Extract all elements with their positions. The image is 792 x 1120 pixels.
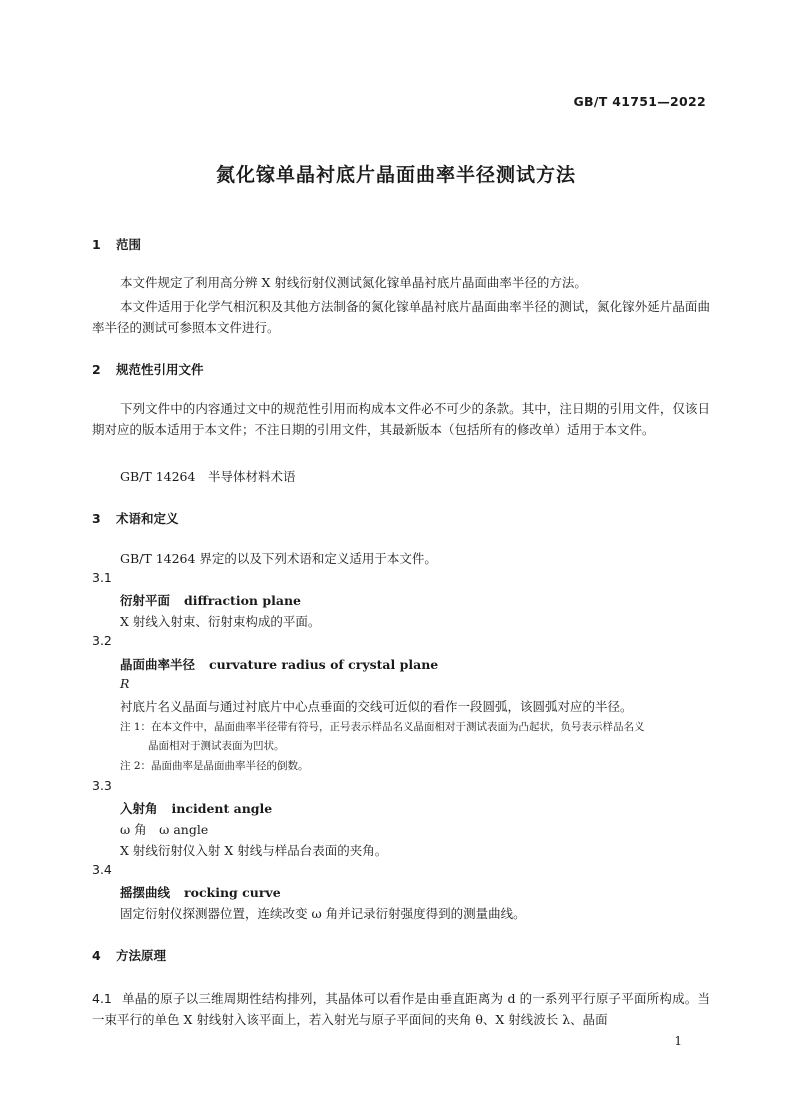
term-en: incident angle bbox=[171, 801, 273, 816]
section-2-heading bbox=[92, 360, 204, 378]
section-number: 4 bbox=[92, 948, 101, 963]
section-4-1-paragraph bbox=[92, 988, 710, 1030]
clause-text: 单晶的原子以三维周期性结构排列，其晶体可以看作是由垂直距离为 d 的一系列平行原子平面所构成。当一束平行的单色 X 射线射入该平面上，若入射光与原子平面间的夹角 θ、X 射线波长 λ、晶面 bbox=[92, 991, 710, 1027]
section-4-heading bbox=[92, 946, 166, 964]
section-1-paragraph-2: 本文件适用于化学气相沉积及其他方法制备的氮化镓单晶衬底片晶面曲率半径的测试，氮化镓外延片晶面曲率半径的测试可参照本文件进行。 bbox=[92, 299, 710, 335]
term-3-2-title bbox=[120, 655, 438, 673]
term-zh: 晶面曲率半径 bbox=[120, 657, 196, 672]
document-title: 氮化镓单晶衬底片晶面曲率半径测试方法 bbox=[215, 164, 576, 186]
term-3-3-title bbox=[120, 799, 272, 817]
term-3-2-symbol: R bbox=[120, 676, 130, 691]
term-en: rocking curve bbox=[184, 885, 281, 900]
term-3-2-note-2: 注 2：晶面曲率是晶面曲率半径的倒数。 bbox=[120, 760, 309, 772]
term-3-2-note-1: 注 1：在本文件中，晶面曲率半径带有符号，正号表示样品名义晶面相对于测试表面为凸起状，负号表示样品名义 bbox=[120, 721, 645, 733]
term-en: curvature radius of crystal plane bbox=[209, 657, 439, 672]
term-3-2-number: 3.2 bbox=[92, 633, 112, 648]
clause-number: 4.1 bbox=[92, 991, 112, 1006]
section-title: 术语和定义 bbox=[116, 511, 179, 526]
term-en: diffraction plane bbox=[184, 593, 301, 608]
term-zh: 摇摆曲线 bbox=[120, 885, 171, 900]
standard-number: GB/T 41751—2022 bbox=[573, 94, 706, 109]
term-3-2-definition: 衬底片名义晶面与通过衬底片中心点垂面的交线可近似的看作一段圆弧，该圆弧对应的半径。 bbox=[120, 699, 633, 714]
term-3-4-number: 3.4 bbox=[92, 862, 112, 877]
page-number: 1 bbox=[674, 1034, 682, 1048]
normative-reference: GB/T 14264 半导体材料术语 bbox=[120, 469, 296, 484]
term-zh: 入射角 bbox=[120, 801, 158, 816]
section-3-heading bbox=[92, 509, 179, 527]
section-title: 规范性引用文件 bbox=[116, 362, 204, 377]
section-2-paragraph-1: 下列文件中的内容通过文中的规范性引用而构成本文件必不可少的条款。其中，注日期的引用文件，仅该日期对应的版本适用于本文件；不注日期的引用文件，其最新版本（包括所有的修改单）适用于本文件。 bbox=[92, 401, 710, 437]
term-3-3-definition: X 射线衍射仪入射 X 射线与样品台表面的夹角。 bbox=[120, 843, 388, 858]
term-3-4-definition: 固定衍射仪探测器位置，连续改变 ω 角并记录衍射强度得到的测量曲线。 bbox=[120, 906, 526, 921]
section-number: 2 bbox=[92, 362, 101, 377]
term-3-2-note-1-cont: 晶面相对于测试表面为凹状。 bbox=[148, 740, 285, 752]
term-3-1-title bbox=[120, 591, 301, 609]
term-3-1-number: 3.1 bbox=[92, 570, 112, 585]
section-number: 3 bbox=[92, 511, 101, 526]
section-1-heading bbox=[92, 235, 141, 253]
section-1-paragraph-1: 本文件规定了利用高分辨 X 射线衍射仪测试氮化镓单晶衬底片晶面曲率半径的方法。 bbox=[120, 275, 587, 290]
section-number: 1 bbox=[92, 237, 101, 252]
term-3-4-title bbox=[120, 883, 281, 901]
term-3-3-number: 3.3 bbox=[92, 778, 112, 793]
term-3-3-alternative: ω 角 ω angle bbox=[120, 822, 209, 837]
section-title: 方法原理 bbox=[116, 948, 167, 963]
term-zh: 衍射平面 bbox=[120, 593, 171, 608]
term-3-1-definition: X 射线入射束、衍射束构成的平面。 bbox=[120, 614, 321, 629]
section-title: 范围 bbox=[116, 237, 142, 252]
section-3-intro: GB/T 14264 界定的以及下列术语和定义适用于本文件。 bbox=[120, 551, 437, 566]
